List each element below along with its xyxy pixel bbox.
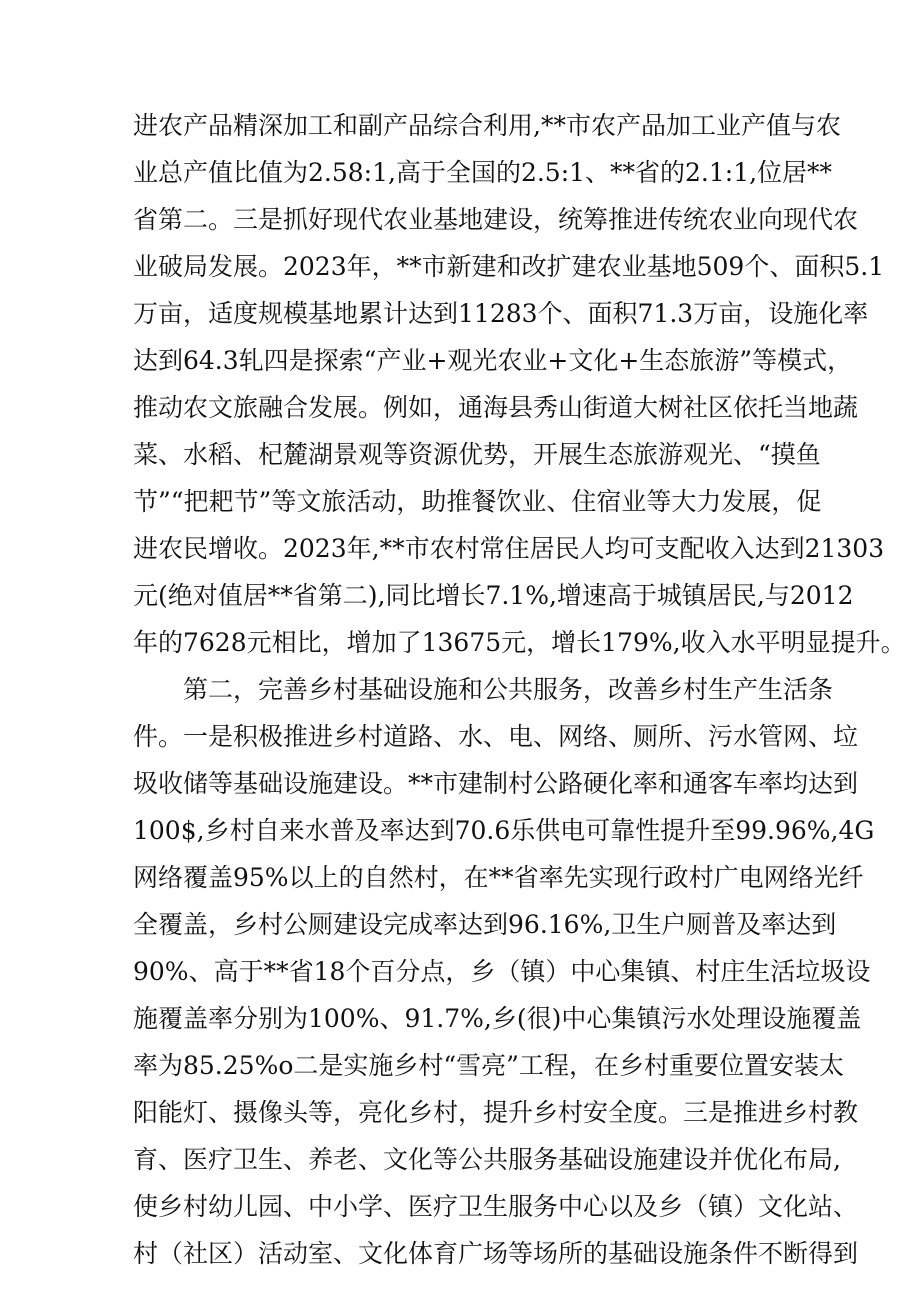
text-line: 率为85.25%o二是实施乡村“雪亮”工程，在乡村重要位置安装太 — [133, 1051, 844, 1080]
text-line: 使乡村幼儿园、中小学、医疗卫生服务中心以及乡（镇）文化站、 — [133, 1192, 859, 1221]
text-line: 业破局发展。2023年，**市新建和改扩建农业基地509个、面积5.1 — [133, 252, 885, 281]
text-line: 年的7628元相比，增加了13675元，增长179%,收入水平明显提升。 — [133, 628, 906, 657]
text-line: 菜、水稻、杞麓湖景观等资源优势，开展生态旅游观光、“摸鱼 — [133, 440, 821, 469]
text-line: 万亩，适度规模基地累计达到11283个、面积71.3万亩，设施化率 — [133, 299, 869, 328]
text-line: 件。一是积极推进乡村道路、水、电、网络、厕所、污水管网、垃 — [133, 722, 859, 751]
text-line: 90%、高于**省18个百分点，乡（镇）中心集镇、村庄生活垃圾设 — [133, 957, 871, 986]
text-line: 100$,乡村自来水普及率达到70.6乐供电可靠性提升至99.96%,4G — [133, 816, 875, 845]
text-line: 进农民增收。2023年,**市农村常住居民人均可支配收入达到21303 — [133, 534, 885, 563]
text-line: 施覆盖率分别为100%、91.7%,乡(很)中心集镇污水处理设施覆盖 — [133, 1004, 862, 1033]
text-line: 进农产品精深加工和副产品综合利用,**市农产品加工业产值与农 — [133, 111, 841, 140]
text-line: 业总产值比值为2.58:1,高于全国的2.5:1、**省的2.1:1,位居** — [133, 158, 833, 187]
text-line: 达到64.3轧四是探索“产业+观光农业+文化+生态旅游”等模式， — [133, 346, 853, 375]
text-line: 网络覆盖95%以上的自然村，在**省率先实现行政村广电网络光纤 — [133, 863, 864, 892]
text-line: 全覆盖，乡村公厕建设完成率达到96.16%,卫生户厕普及率达到 — [133, 910, 837, 939]
text-line: 村（社区）活动室、文化体育广场等场所的基础设施条件不断得到 — [133, 1239, 859, 1268]
paragraph-first-line: 第二，完善乡村基础设施和公共服务，改善乡村生产生活条 — [183, 675, 834, 704]
text-line: 推动农文旅融合发展。例如，通海县秀山街道大树社区依托当地蔬 — [133, 393, 859, 422]
text-line: 省第二。三是抓好现代农业基地建设，统筹推进传统农业向现代农 — [133, 205, 859, 234]
text-line: 节”“把耙节”等文旅活动，助推餐饮业、住宿业等大力发展，促 — [133, 487, 822, 516]
text-line: 育、医疗卫生、养老、文化等公共服务基础设施建设并优化布局, — [133, 1145, 841, 1174]
text-line: 元(绝对值居**省第二),同比增长7.1%,增速高于城镇居民,与2012 — [133, 581, 854, 610]
text-line: 圾收储等基础设施建设。**市建制村公路硬化率和通客车率均达到 — [133, 769, 859, 798]
text-line: 阳能灯、摄像头等，亮化乡村，提升乡村安全度。三是推进乡村教 — [133, 1098, 859, 1127]
